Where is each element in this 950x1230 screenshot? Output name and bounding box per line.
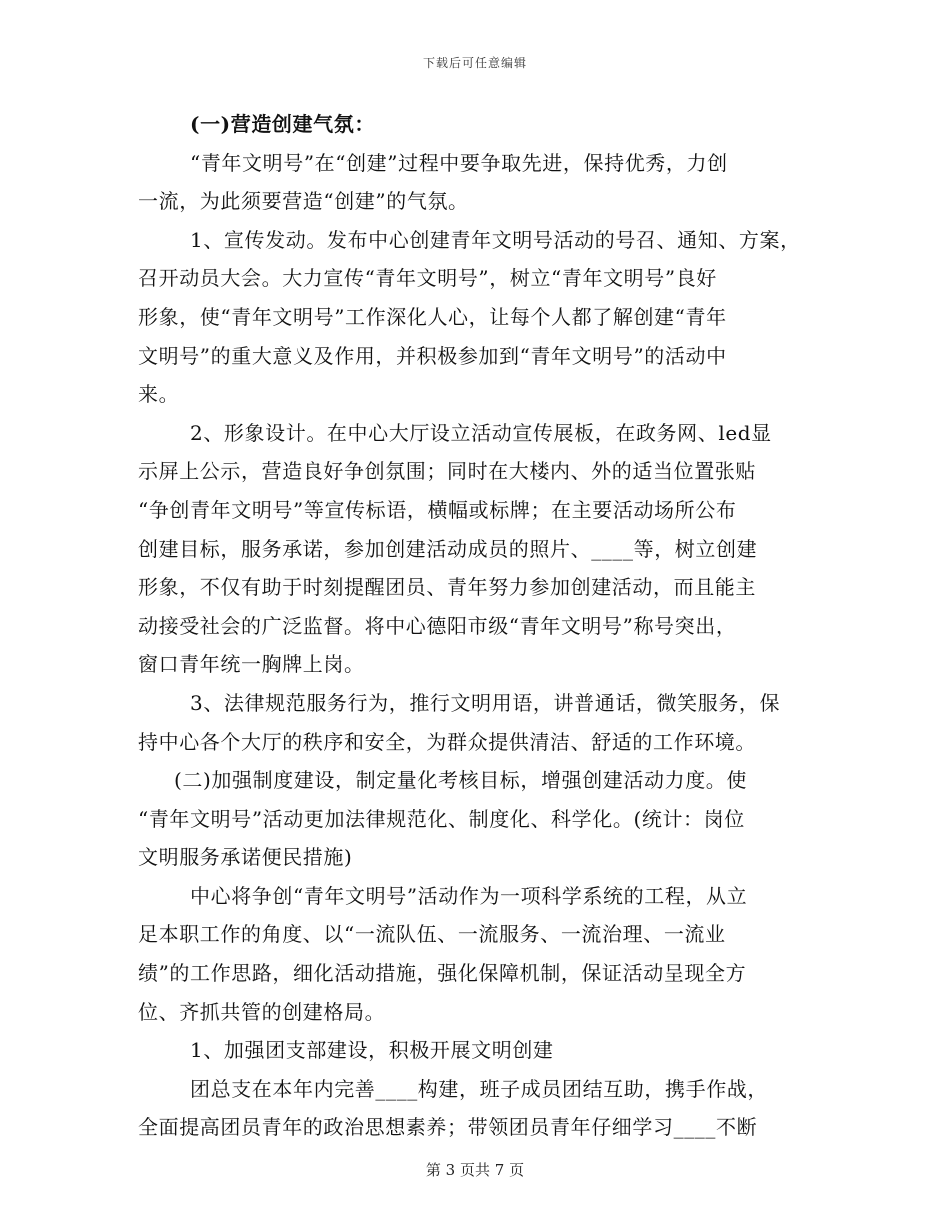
paragraph-line: 动接受社会的广泛监督。将中心德阳市级“青年文明号”称号突出， — [138, 613, 737, 638]
paragraph-line: 1、宣传发动。发布中心创建青年文明号活动的号召、通知、方案， — [190, 227, 801, 252]
paragraph-line: 形象，使“青年文明号”工作深化人心，让每个人都了解创建“青年 — [138, 304, 727, 329]
paragraph-line: 全面提高团员青年的政治思想素养；带领团员青年仔细学习____不断 — [138, 1115, 758, 1140]
paragraph-line: 位、齐抓共管的创建格局。 — [138, 999, 386, 1024]
paragraph-line: 文明服务承诺便民措施) — [138, 845, 353, 870]
paragraph-line: 示屏上公示，营造良好争创氛围；同时在大楼内、外的适当位置张贴 — [138, 459, 756, 484]
paragraph-line: 足本职工作的角度、以“一流队伍、一流服务、一流治理、一流业 — [138, 922, 726, 947]
paragraph-line: 文明号”的重大意义及作用，并积极参加到“青年文明号”的活动中 — [138, 343, 727, 368]
page-header: 下载后可任意编辑 — [422, 56, 527, 70]
paragraph-line: 1、加强团支部建设，积极开展文明创建 — [190, 1038, 554, 1063]
paragraph-line: 来。 — [138, 382, 180, 407]
paragraph-line: 团总支在本年内完善____构建，班子成员团结互助，携手作战， — [190, 1076, 768, 1101]
paragraph-line: 一流，为此须要营造“创建”的气氛。 — [138, 189, 469, 214]
paragraph-line: 窗口青年统一胸牌上岗。 — [138, 652, 365, 677]
paragraph-line: 绩”的工作思路，细化活动措施，强化保障机制，保证活动呈现全方 — [138, 961, 747, 986]
paragraph-line: 中心将争创“青年文明号”活动作为一项科学系统的工程，从立 — [190, 883, 748, 908]
paragraph-line: “青年文明号”活动更加法律规范化、制度化、科学化。(统计：岗位 — [138, 806, 745, 831]
paragraph-line: 创建目标，服务承诺，参加创建活动成员的照片、____等，树立创建 — [138, 536, 758, 561]
section-heading: (一)营造创建气氛： — [190, 112, 375, 136]
paragraph-line: 召开动员大会。大力宣传“青年文明号”，树立“青年文明号”良好 — [138, 266, 717, 291]
paragraph-line: 持中心各个大厅的秩序和安全，为群众提供清洁、舒适的工作环境。 — [138, 729, 756, 754]
section-heading: (二)加强制度建设，制定量化考核目标，增强创建活动力度。使 — [174, 768, 748, 793]
paragraph-line: 形象，不仅有助于时刻提醒团员、青年努力参加创建活动，而且能主 — [138, 575, 756, 600]
document-body — [138, 105, 818, 1147]
paragraph-line: 3、法律规范服务行为，推行文明用语，讲普通话，微笑服务，保 — [190, 690, 781, 715]
paragraph-line: “青年文明号”在“创建”过程中要争取先进，保持优秀，力创 — [190, 150, 728, 175]
paragraph-line: 2、形象设计。在中心大厅设立活动宣传展板，在政务网、led显 — [190, 420, 772, 445]
page-number: 第 3 页共 7 页 — [425, 1161, 525, 1179]
paragraph-line: “争创青年文明号”等宣传标语，横幅或标牌；在主要活动场所公布 — [138, 497, 737, 522]
